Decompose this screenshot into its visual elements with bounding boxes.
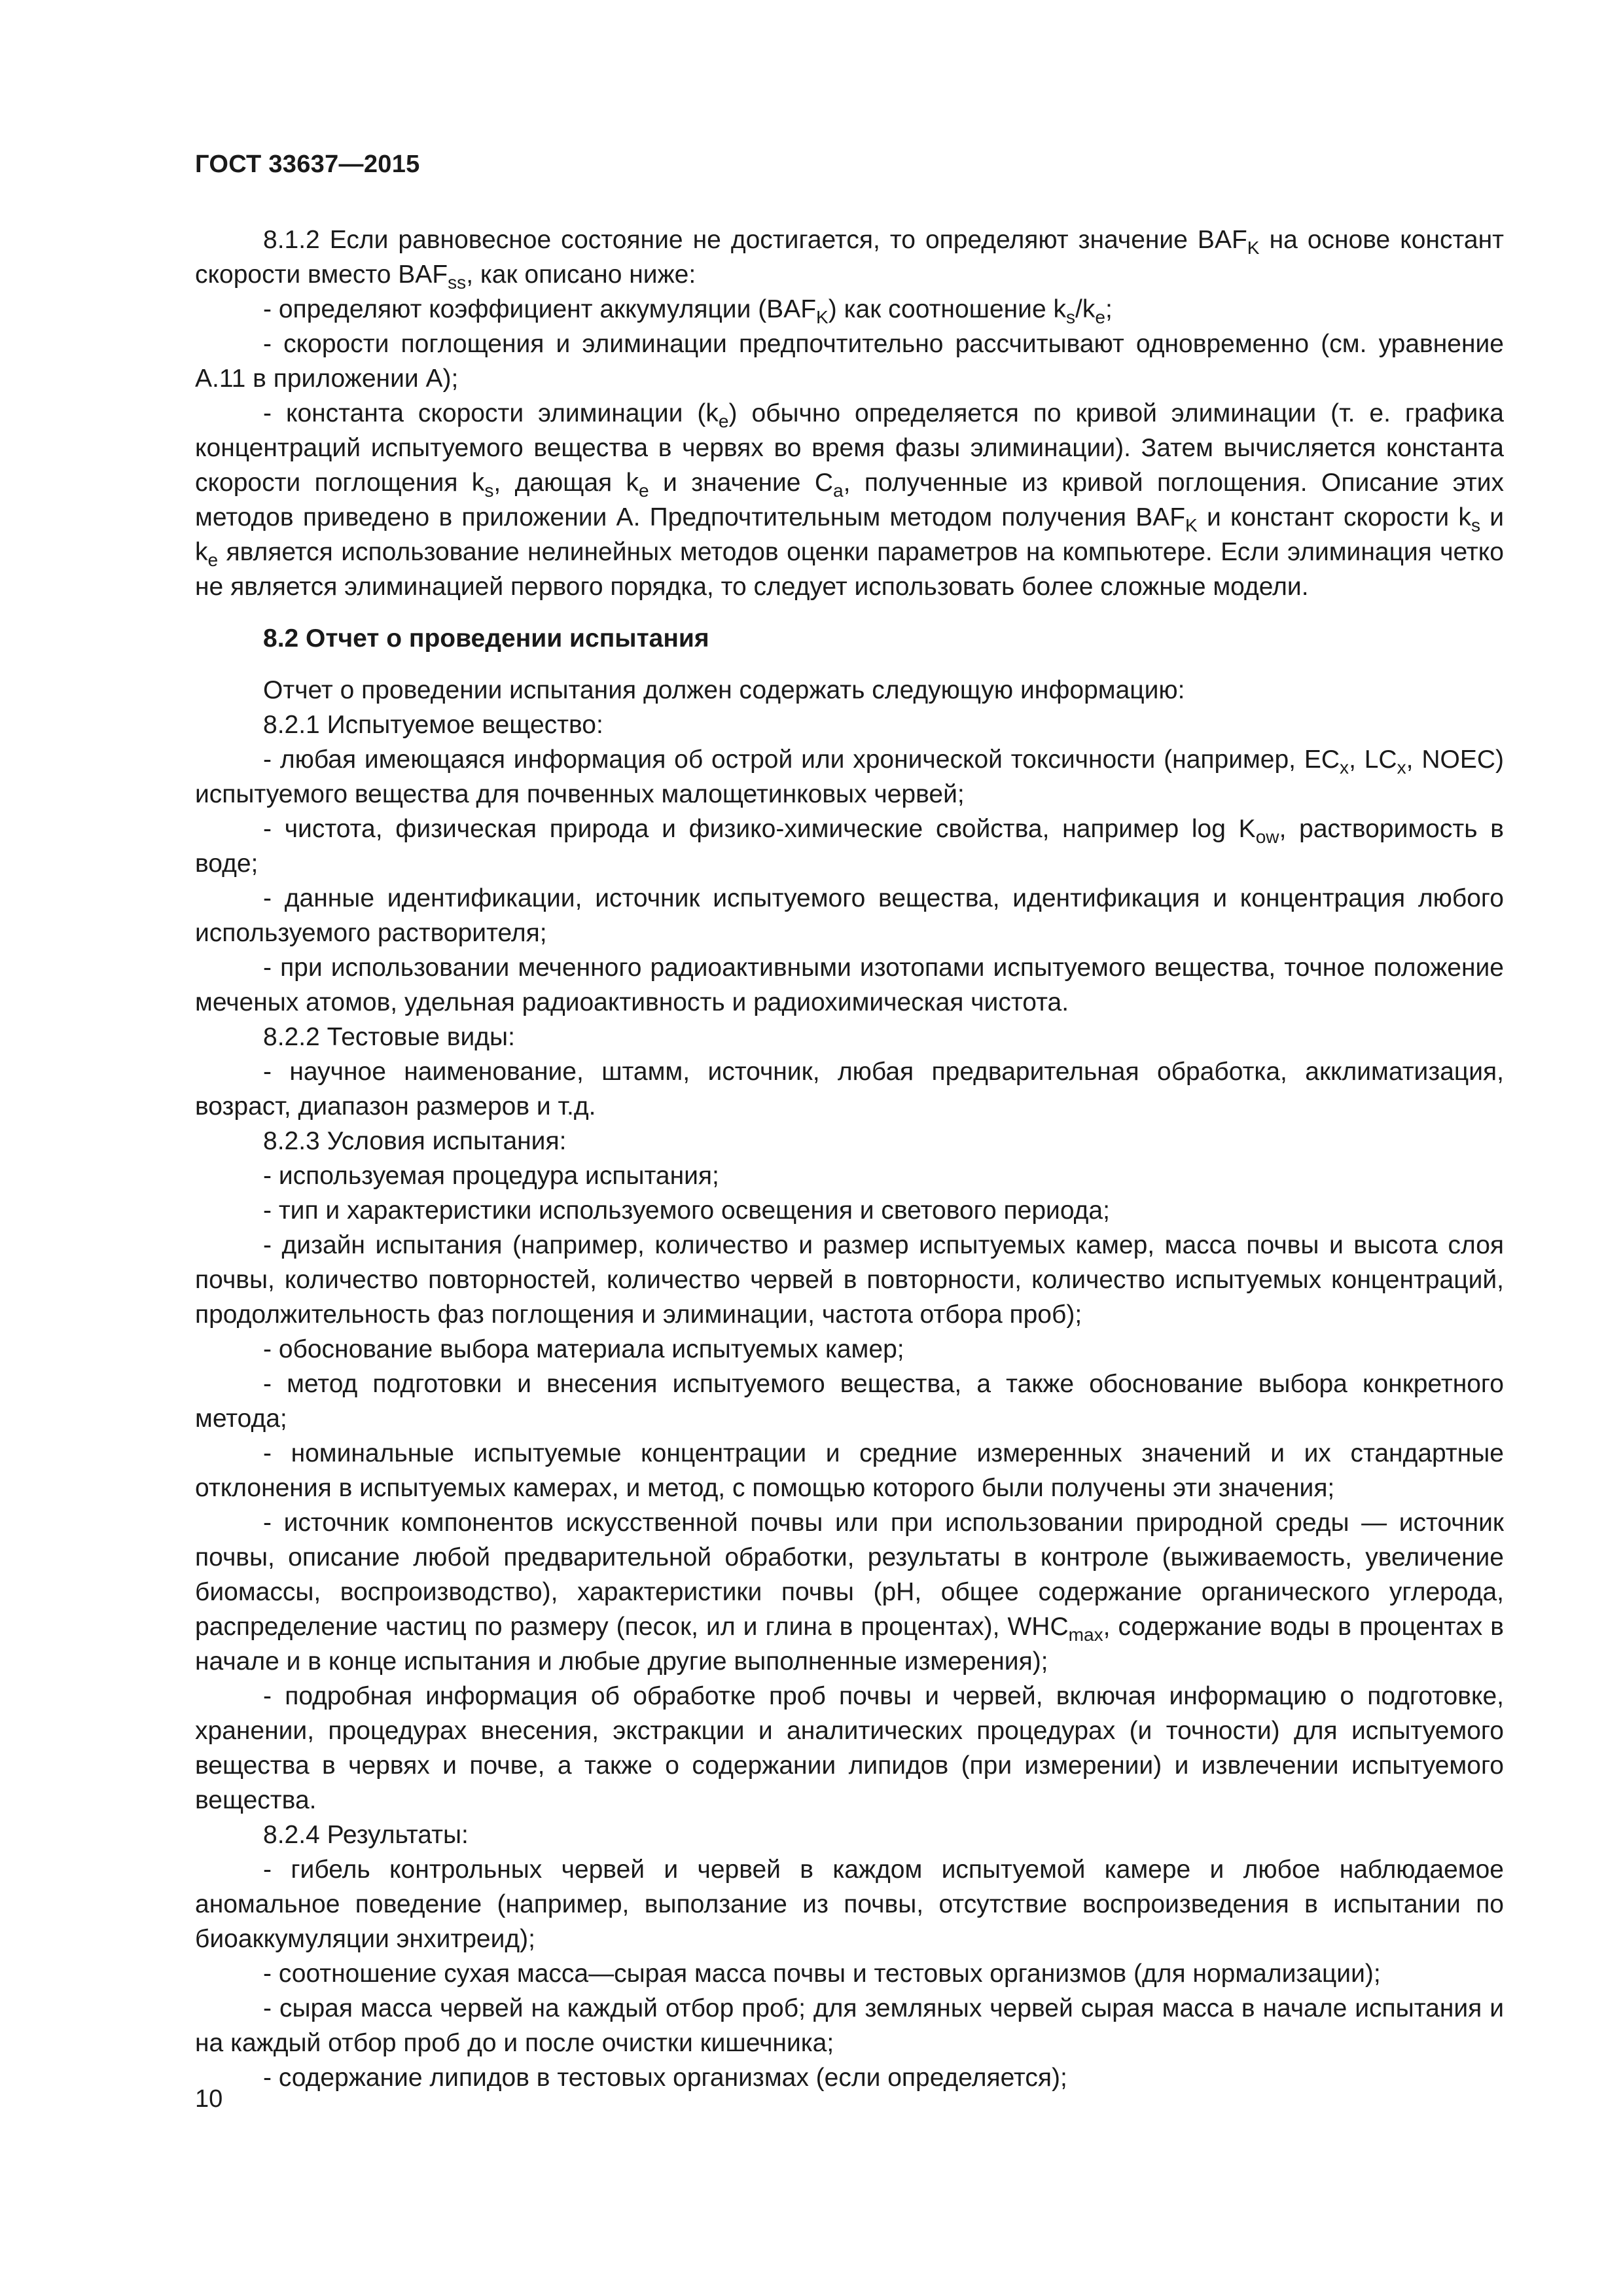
paragraph: 8.2.2 Тестовые виды: xyxy=(263,1023,515,1051)
paragraph: - скорости поглощения и элиминации предпочтительно рассчитывают одновременно (см. уравнение А.11 в приложении А); xyxy=(195,330,1504,393)
paragraph: - научное наименование, штамм, источник, любая предварительная обработка, акклиматизация, возраст, диапазон размеров и т.д. xyxy=(195,1058,1504,1121)
paragraph: - сырая масса червей на каждый отбор проб; для земляных червей сырая масса в начале испытания и на каждый отбор проб до и после очистки кишечника; xyxy=(195,1994,1504,2057)
paragraph: 8.2.1 Испытуемое вещество: xyxy=(263,711,603,739)
page-number: 10 xyxy=(195,2085,223,2113)
paragraph: - обоснование выбора материала испытуемых камер; xyxy=(263,1335,904,1363)
paragraph: - подробная информация об обработке проб почвы и червей, включая информацию о подготовке, хранении, процедурах внесения, экстракции и аналитических процедурах (и точности) для испытуемого вещества в червях и почве, а также о содержании липидов (при измерении) и извлечении испытуемого вещества. xyxy=(195,1682,1504,1814)
paragraph: - метод подготовки и внесения испытуемого вещества, а также обоснование выбора конкретного метода; xyxy=(195,1370,1504,1433)
paragraph: 8.2.3 Условия испытания: xyxy=(263,1127,567,1155)
document-body xyxy=(195,223,1504,2095)
paragraph: 8.2.4 Результаты: xyxy=(263,1821,469,1849)
paragraph: - тип и характеристики используемого освещения и светового периода; xyxy=(263,1196,1110,1225)
paragraph: - содержание липидов в тестовых организмах (если определяется); xyxy=(263,2064,1067,2092)
paragraph: 8.1.2 Если равновесное состояние не достигается, то определяют значение $BAF_K$ на основе констант скорости вместо $BAF_{ss}$, как описано ниже: xyxy=(195,226,1505,293)
paragraph: - источник компонентов искусственной почвы или при использовании природной среды — источник почвы, описание любой предварительной обработки, результаты в контроле (выживаемость, увеличение биомассы, воспроизводство), характеристики почвы (pH, общее содержание органического углерода, распределение частиц по размеру (песок, ил и глина в процентах), $WHC_{max}$, содержание воды в процентах в начале и в конце испытания и любые другие выполненные измерения); xyxy=(195,1509,1504,1676)
paragraph: Отчет о проведении испытания должен содержать следующую информацию: xyxy=(263,676,1185,704)
paragraph: - при использовании меченного радиоактивными изотопами испытуемого вещества, точное положение меченых атомов, удельная радиоактивность и радиохимическая чистота. xyxy=(195,954,1504,1016)
paragraph: - данные идентификации, источник испытуемого вещества, идентификация и концентрация любого используемого растворителя; xyxy=(195,884,1504,947)
paragraph: - используемая процедура испытания; xyxy=(263,1162,719,1190)
paragraph: - соотношение сухая масса—сырая масса почвы и тестовых организмов (для нормализации); xyxy=(263,1960,1381,1988)
paragraph: - константа скорости элиминации $(k_e)$ обычно определяется по кривой элиминации (т. е. графика концентраций испытуемого вещества в червях во время фазы элиминации). Затем вычисляется константа скорости поглощения $k_s$, дающая $k_e$ и значение $C_a$, полученные из кривой поглощения. Описание этих методов приведено в приложении А. Предпочтительным методом получения $BAF_K$ и констант скорости $k_s$ и $k_e$ является использование нелинейных методов оценки параметров на компьютере. Если элиминация четко не является элиминацией первого порядка, то следует использовать более сложные модели. xyxy=(195,399,1504,601)
paragraph: - чистота, физическая природа и физико-химические свойства, например $\log K_{ow}$, растворимость в воде; xyxy=(195,815,1504,878)
document-code-header: ГОСТ 33637—2015 xyxy=(195,151,420,178)
paragraph: - дизайн испытания (например, количество и размер испытуемых камер, масса почвы и высота слоя почвы, количество повторностей, количество червей в повторности, количество испытуемых концентраций, продолжительность фаз поглощения и элиминации, частота отбора проб); xyxy=(195,1231,1504,1329)
paragraph: - любая имеющаяся информация об острой или хронической токсичности (например, $EC_x$, $LC_x$, NOEC) испытуемого вещества для почвенных малощетинковых червей; xyxy=(195,745,1504,808)
paragraph: - номинальные испытуемые концентрации и средние измеренных значений и их стандартные отклонения в испытуемых камерах, и метод, с помощью которого были получены эти значения; xyxy=(195,1439,1504,1502)
section-heading: 8.2 Отчет о проведении испытания xyxy=(263,624,709,653)
paragraph-group-8-1-2 xyxy=(195,223,1504,604)
paragraph: - гибель контрольных червей и червей в каждом испытуемой камере и любое наблюдаемое аномальное поведение (например, выползание из почвы, отсутствие воспроизведения в испытании по биоаккумуляции энхитреид); xyxy=(195,1856,1504,1953)
paragraph-group-8-2 xyxy=(195,673,1504,2095)
paragraph: - определяют коэффициент аккумуляции $(BAF_K)$ как соотношение $k_s/k_e$; xyxy=(263,295,1113,327)
